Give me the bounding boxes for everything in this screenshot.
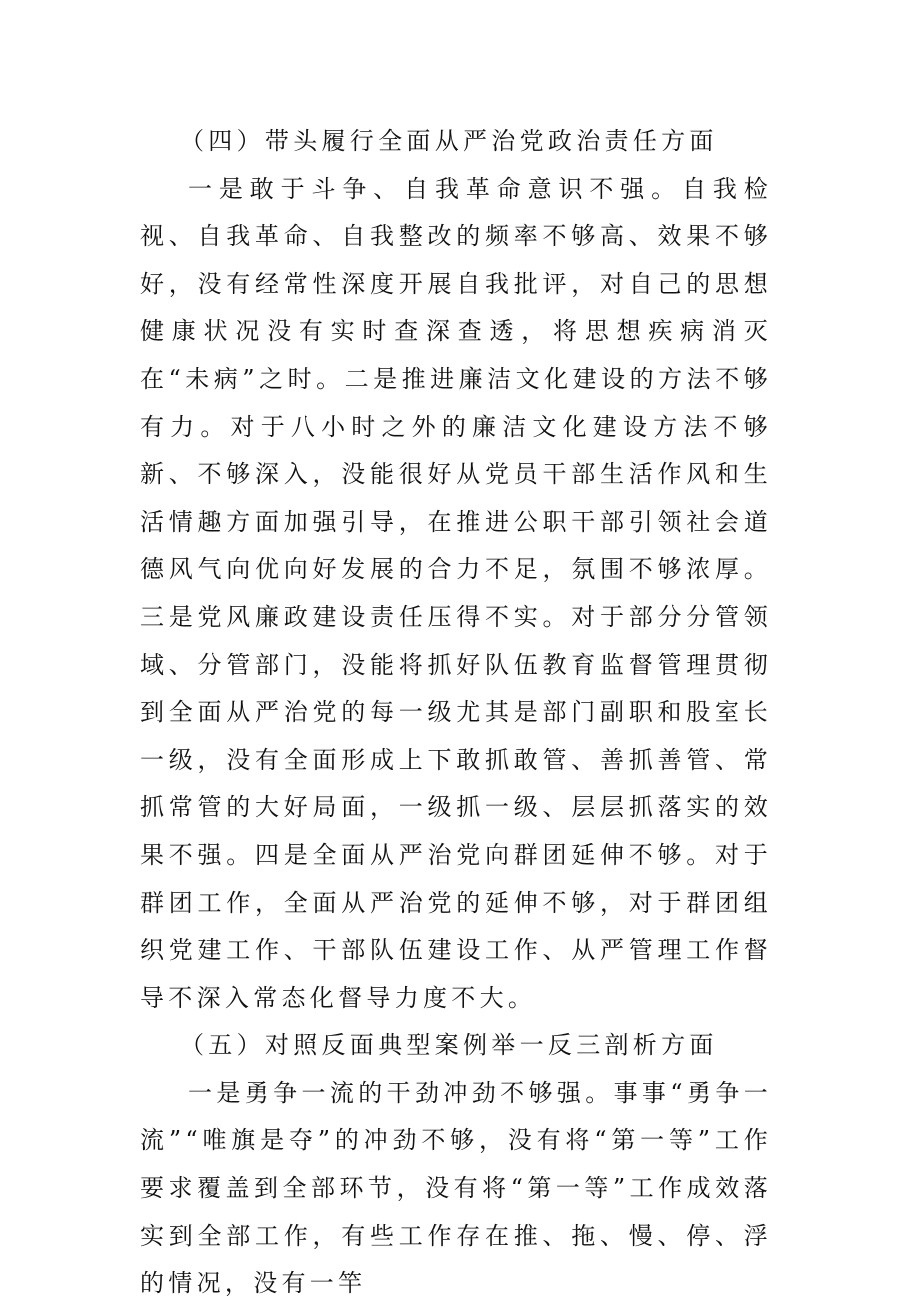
section-paragraph-5: 一是勇争一流的干劲冲劲不够强。事事“勇争一流”“唯旗是夺”的冲劲不够，没有将“第一等”工作要求覆盖到全部环节，没有将“第一等”工作成效落实到全部工作，有些工作存在推、拖、慢、停、浮的情况，没有一竿 xyxy=(140,1078,772,1298)
section-heading-4: （四）带头履行全面从严治党政治责任方面 xyxy=(180,127,718,155)
section-heading-5: （五）对照反面典型案例举一反三剖析方面 xyxy=(180,1031,718,1060)
document-body xyxy=(140,118,772,1308)
section-paragraph-4: 一是敢于斗争、自我革命意识不强。自我检视、自我革命、自我整改的频率不够高、效果不够好，没有经常性深度开展自我批评，对自己的思想健康状况没有实时查深查透，将思想疾病消灭在“未病”之时。二是推进廉洁文化建设的方法不够有力。对于八小时之外的廉洁文化建设方法不够新、不够深入，没能很好从党员干部生活作风和生活情趣方面加强引导，在推进公职干部引领社会道德风气向优向好发展的合力不足，氛围不够浓厚。三是党风廉政建设责任压得不实。对于部分分管领域、分管部门，没能将抓好队伍教育监督管理贯彻到全面从严治党的每一级尤其是部门副职和股室长一级，没有全面形成上下敢抓敢管、善抓善管、常抓常管的大好局面，一级抓一级、层层抓落实的效果不强。四是全面从严治党向群团延伸不够。对于群团工作，全面从严治党的延伸不够，对于群团组织党建工作、干部队伍建设工作、从严管理工作督导不深入常态化督导力度不大。 xyxy=(140,174,772,1012)
